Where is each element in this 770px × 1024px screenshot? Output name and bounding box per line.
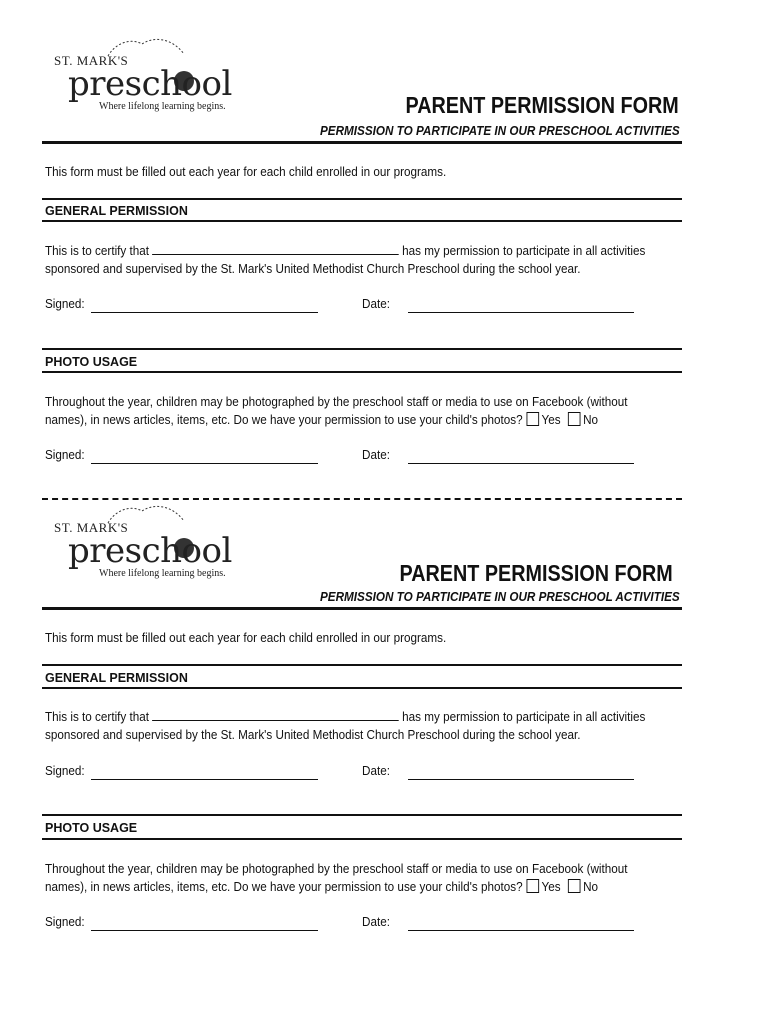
certify-post-text: has my permission to participate in all activities — [402, 709, 646, 724]
certify-line-2: sponsored and supervised by the St. Mark's United Methodist Church Preschool during the school year. — [45, 261, 581, 276]
logo-main-text: preschool — [68, 64, 232, 104]
logo-top-text: ST. MARK'S — [54, 520, 129, 535]
section-rule-top — [42, 814, 682, 816]
date-label: Date: — [362, 447, 390, 462]
form-title: PARENT PERMISSION FORM — [399, 560, 673, 586]
yes-checkbox[interactable] — [526, 412, 539, 426]
general-permission-heading: GENERAL PERMISSION — [45, 671, 188, 685]
date-field[interactable] — [408, 916, 634, 931]
logo-tagline: Where lifelong learning begins. — [99, 568, 226, 579]
intro-text: This form must be filled out each year for each child enrolled in our programs. — [45, 630, 447, 645]
date-field[interactable] — [408, 298, 634, 313]
section-rule-top — [42, 664, 682, 666]
photo-usage-heading: PHOTO USAGE — [45, 821, 138, 835]
certify-line-2: sponsored and supervised by the St. Mark's United Methodist Church Preschool during the school year. — [45, 727, 581, 742]
preschool-logo — [50, 507, 240, 587]
child-name-field[interactable] — [152, 708, 399, 721]
general-permission-heading: GENERAL PERMISSION — [45, 204, 188, 218]
photo-text-line-2 — [45, 411, 598, 429]
no-label: No — [583, 412, 599, 427]
logo-tagline: Where lifelong learning begins. — [99, 101, 226, 112]
signature-field[interactable] — [91, 916, 318, 931]
signed-label: Signed: — [45, 763, 85, 778]
form-subtitle: PERMISSION TO PARTICIPATE IN OUR PRESCHOOL ACTIVITIES — [320, 589, 680, 604]
signature-field[interactable] — [91, 298, 318, 313]
certify-line — [45, 242, 645, 260]
signature-field[interactable] — [91, 765, 318, 780]
logo-top-text: ST. MARK'S — [54, 53, 129, 68]
certify-pre-text: This is to certify that — [45, 243, 150, 258]
certify-pre-text: This is to certify that — [45, 709, 150, 724]
logo-main-text: preschool — [68, 531, 232, 571]
date-field[interactable] — [408, 449, 634, 464]
photo-text-line-1: Throughout the year, children may be photographed by the preschool staff or media to use on Facebook (without — [45, 861, 628, 876]
section-rule-bottom — [42, 687, 682, 689]
signed-label: Signed: — [45, 447, 85, 462]
section-rule-bottom — [42, 220, 682, 222]
no-label: No — [583, 879, 599, 894]
no-checkbox[interactable] — [568, 879, 581, 893]
intro-text: This form must be filled out each year for each child enrolled in our programs. — [45, 164, 447, 179]
yes-label: Yes — [541, 879, 561, 894]
child-name-field[interactable] — [152, 242, 399, 255]
certify-line — [45, 708, 645, 726]
form-subtitle: PERMISSION TO PARTICIPATE IN OUR PRESCHOOL ACTIVITIES — [320, 123, 680, 138]
permission-form-1 — [0, 0, 770, 490]
date-label: Date: — [362, 763, 390, 778]
section-rule-top — [42, 198, 682, 200]
photo-text-line-1: Throughout the year, children may be photographed by the preschool staff or media to use on Facebook (without — [45, 394, 628, 409]
date-field[interactable] — [408, 765, 634, 780]
certify-post-text: has my permission to participate in all activities — [402, 243, 646, 258]
date-label: Date: — [362, 296, 390, 311]
yes-checkbox[interactable] — [526, 879, 539, 893]
permission-form-2 — [0, 466, 770, 1024]
section-rule-bottom — [42, 371, 682, 373]
preschool-logo — [50, 40, 240, 120]
header-rule — [42, 141, 682, 144]
date-label: Date: — [362, 914, 390, 929]
header-rule — [42, 607, 682, 610]
signed-label: Signed: — [45, 296, 85, 311]
signature-field[interactable] — [91, 449, 318, 464]
section-rule-top — [42, 348, 682, 350]
no-checkbox[interactable] — [568, 412, 581, 426]
photo-usage-heading: PHOTO USAGE — [45, 355, 138, 369]
yes-label: Yes — [541, 412, 561, 427]
signed-label: Signed: — [45, 914, 85, 929]
form-title: PARENT PERMISSION FORM — [405, 92, 679, 118]
photo-question: names), in news articles, items, etc. Do we have your permission to use your child's photos? — [45, 879, 523, 894]
photo-question: names), in news articles, items, etc. Do we have your permission to use your child's photos? — [45, 412, 523, 427]
photo-text-line-2 — [45, 878, 598, 896]
section-rule-bottom — [42, 838, 682, 840]
